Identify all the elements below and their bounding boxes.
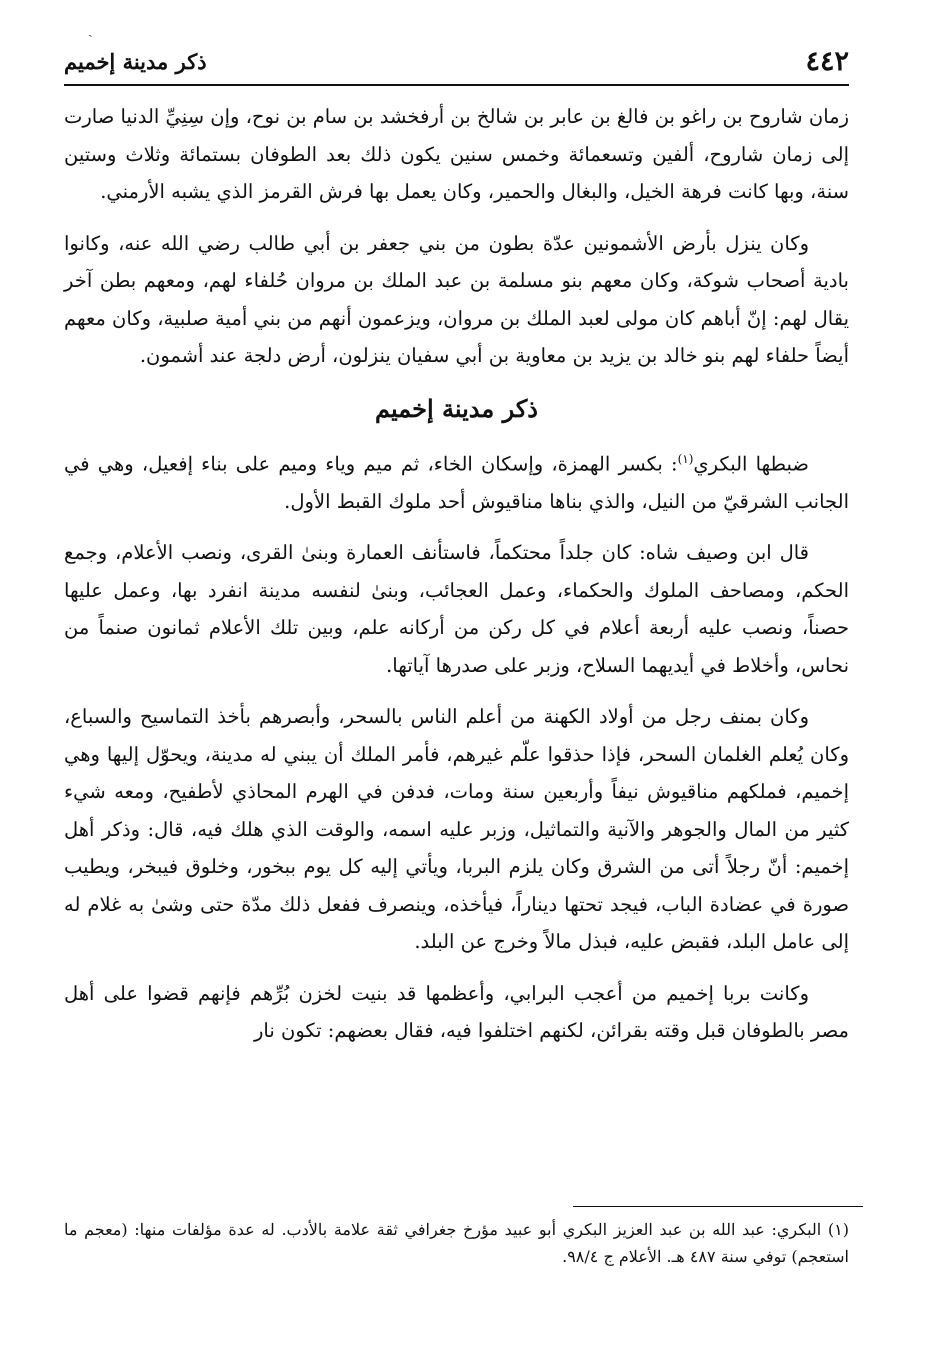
section-title: ذكر مدينة إخميم <box>375 393 538 423</box>
footnote-text: البكري: عبد الله بن عبد العزيز البكري أبو عبيد مؤرخ جغرافي ثقة علامة بالأدب. له عدة مؤلفات منها: (معجم ما استعجم) توفي سنة ٤٨٧ هـ. الأعلام ج ٩٨/٤. <box>64 1220 849 1266</box>
paragraph-rest: : بكسر الهمزة، وإسكان الخاء، ثم ميم وياء وميم على بناء إفعيل، وهي في الجانب الشرقيّ من النيل، والذي بناها مناقيوش أحد ملوك القبط الأول. <box>64 452 849 513</box>
paragraph: وكانت بربا إخميم من أعجب البرابي، وأعظمها قد بنيت لخزن بُرِّهم فإنهم قضوا على أهل مصر بالطوفان قبل وقته بقرائن، لكنهم اختلفوا فيه، فقال بعضهم: تكون نار <box>64 981 849 1042</box>
paragraph: قال ابن وصيف شاه: كان جلداً محتكماً، فاستأنف العمارة وبنىٰ القرى، ونصب الأعلام، وجمع الحكم، ومصاحف الملوك والحكماء، وعمل العجائب، وبنىٰ لنفسه مدينة انفرد بها، وعمل عليها حصناً، ونصب عليه أربعة أعلام في كل ركن من أركانه علم، وبين تلك الأعلام ثمانون صنماً من نحاس، وأخلاط في أيديهما السلاح، وزبر على صدرها آياتها. <box>64 541 849 677</box>
footnote-divider <box>573 1206 863 1207</box>
footnote-marker: (١) <box>827 1220 849 1239</box>
running-head: ذكر مدينة إخميم <box>64 49 207 74</box>
paragraph: زمان شاروح بن راغو بن فالغ بن عابر بن شالخ بن أرفخشد بن سام بن نوح، وإن سِنِيِّ الدنيا صارت إلى زمان شاروح، ألفين وتسعمائة وخمس سنين يكون ذلك بعد الطوفان بستمائة وثلاث وستين سنة، وبها كانت فرهة الخيل، والبغال والحمير، وكان يعمل بها فرش القرمز الذي يشبه الأرمني. <box>64 105 849 203</box>
footnote <box>64 1216 849 1270</box>
paragraph: وكان بمنف رجل من أولاد الكهنة من أعلم الناس بالسحر، وأبصرهم بأخذ التماسيح والسباع، وكان يُعلم الغلمان السحر، فإذا حذقوا علّم غيرهم، فأمر الملك أن يبني له مدينة، ويحوّل إليها وهي إخميم، فملكهم مناقيوش نيفاً وأربعين سنة ومات، فدفن في الهرم المحاذي لأطفيح، ومعه شيء كثير من المال والجوهر والآنية والتماثيل، وزبر عليه اسمه، والوقت الذي هلك فيه، قال: وذكر أهل إخميم: أنّ رجلاً أتى من الشرق وكان يلزم البربا، ويأتي إليه كل يوم ببخور، وخلوق فيبخر، ويطيب صورة في عضادة الباب، فيجد تحتها ديناراً، فيأخذه، وينصرف ففعل ذلك مدّة حتى وشىٰ به غلام له إلى عامل البلد، فقبض عليه، فبذل مالاً وخرج عن البلد. <box>64 705 849 953</box>
paragraph: وكان ينزل بأرض الأشمونين عدّة بطون من بني جعفر بن أبي طالب رضي الله عنه، وكانوا بادية أصحاب شوكة، وكان معهم بنو مسلمة بن عبد الملك بن مروان حُلفاء لهم، ومعهم بطن آخر يقال لهم: إنّ أباهم كان مولى لعبد الملك بن مروان، ويزعمون أنهم من بني أمية صلبية، وكان معهم أيضاً حلفاء لهم بنو خالد بن يزيد بن معاوية بن أبي سفيان ينزلون، أرض دلجة عند أشمون. <box>64 231 849 367</box>
page-number: ٤٤٢ <box>805 46 849 77</box>
paragraph-start: ضبطها البكري <box>693 452 809 475</box>
scan-mark: ˎ <box>88 22 93 38</box>
page-body <box>64 98 849 1064</box>
paragraph <box>64 441 849 521</box>
page-header <box>64 40 849 86</box>
footnote-reference: (١) <box>677 451 694 466</box>
